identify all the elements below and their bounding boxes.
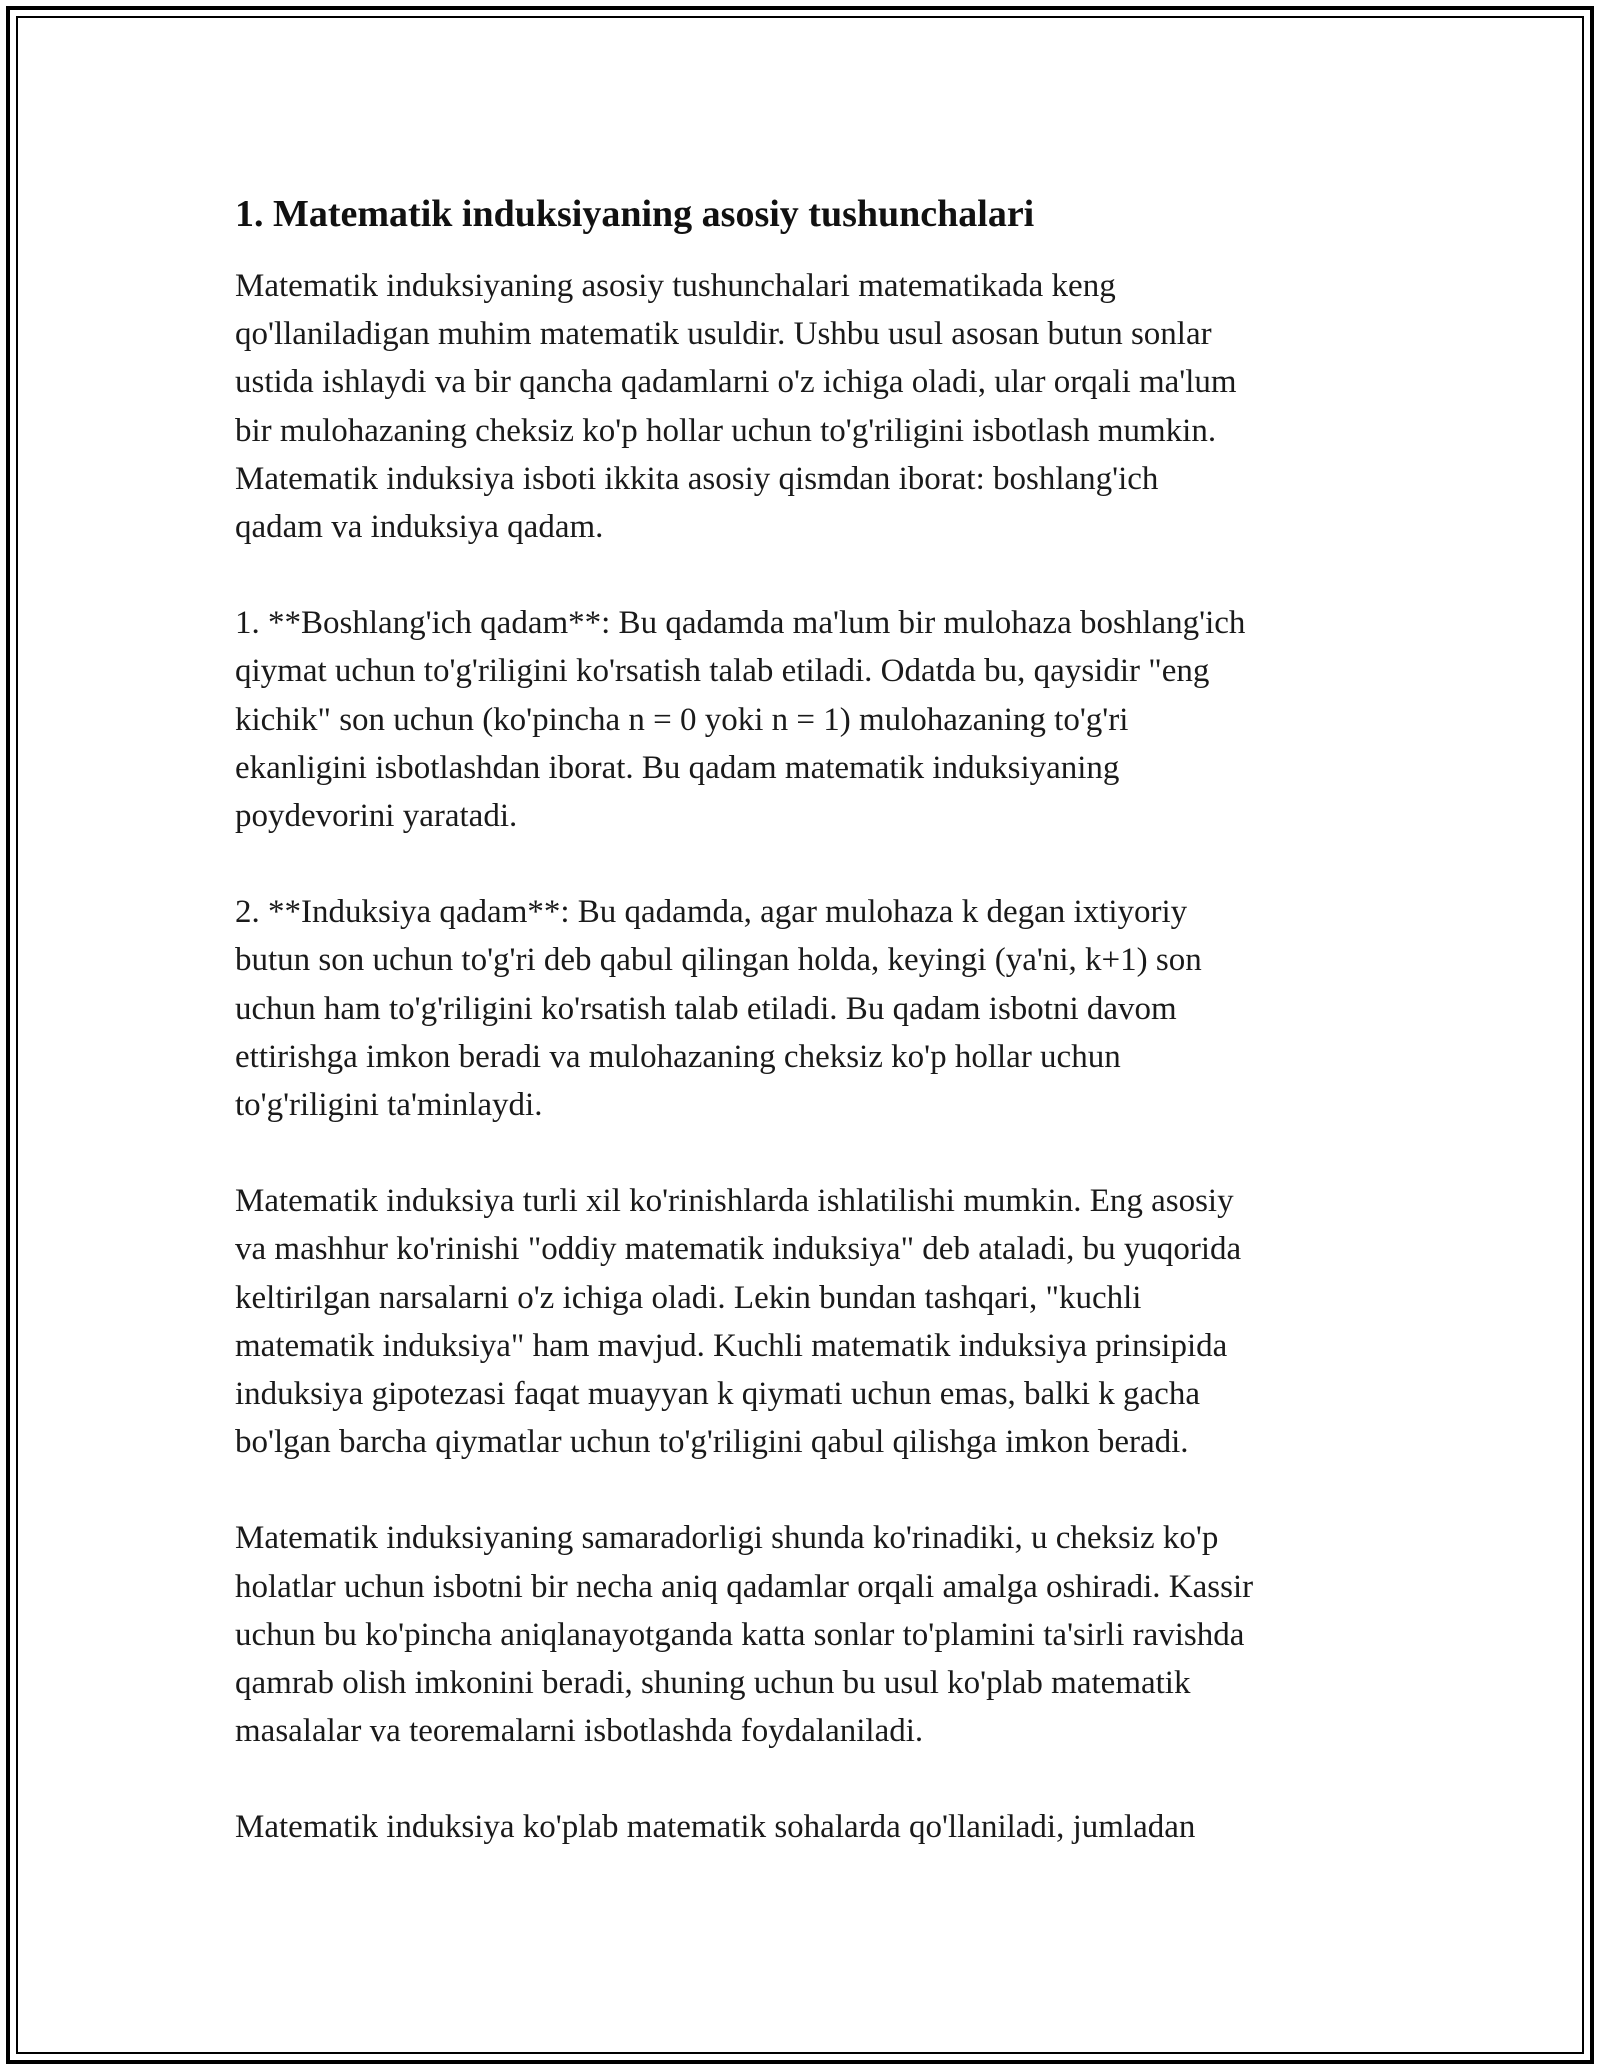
text-line: bir mulohazaning cheksiz ko'p hollar uchun to'g'riligini isbotlash mumkin.	[235, 412, 1217, 449]
text-line: matematik induksiya" ham mavjud. Kuchli matematik induksiya prinsipida	[235, 1327, 1228, 1364]
text-line: qo'llaniladigan muhim matematik usuldir. Ushbu usul asosan butun sonlar	[235, 316, 1212, 353]
text-line: qamrab olish imkonini beradi, shuning uchun bu usul ko'plab matematik	[235, 1665, 1191, 1702]
text-line: qiymat uchun to'g'riligini ko'rsatish talab etiladi. Odatda bu, qaysidir "eng	[235, 653, 1210, 690]
text-line: qadam va induksiya qadam.	[235, 509, 604, 546]
text-line: Matematik induksiya isboti ikkita asosiy qismdan iborat: boshlang'ich	[235, 460, 1159, 497]
paragraph-list	[235, 262, 1385, 1852]
text-line: Matematik induksiya turli xil ko'rinishlarda ishlatilishi mumkin. Eng asosiy	[235, 1183, 1234, 1220]
paragraph	[235, 1177, 1385, 1466]
text-line: Matematik induksiyaning asosiy tushunchalari matematikada keng	[235, 268, 1116, 304]
text-line: keltirilgan narsalarni o'z ichiga oladi. Lekin bundan tashqari, "kuchli	[235, 1279, 1142, 1316]
text-line: butun son uchun to'g'ri deb qabul qilingan holda, keyingi (ya'ni, k+1) son	[235, 942, 1202, 979]
paragraph	[235, 599, 1385, 840]
text-line: Matematik induksiya ko'plab matematik sohalarda qo'llaniladi, jumladan	[235, 1809, 1196, 1846]
text-line: induksiya gipotezasi faqat muayyan k qiymati uchun emas, balki k gacha	[235, 1376, 1200, 1413]
text-line: to'g'riligini ta'minlaydi.	[235, 1087, 543, 1124]
text-line: uchun bu ko'pincha aniqlanayotganda katta sonlar to'plamini ta'sirli ravishda	[235, 1616, 1245, 1653]
text-line: ustida ishlaydi va bir qancha qadamlarni o'z ichiga oladi, ular orqali ma'lum	[235, 364, 1237, 401]
text-line: va mashhur ko'rinishi "oddiy matematik induksiya" deb ataladi, bu yuqorida	[235, 1231, 1242, 1268]
paragraph	[235, 888, 1385, 1129]
text-line: bo'lgan barcha qiymatlar uchun to'g'riligini qabul qilishga imkon beradi.	[235, 1424, 1189, 1461]
section-heading: 1. Matematik induksiyaning asosiy tushunchalari	[235, 193, 1035, 235]
text-line: kichik" son uchun (ko'pincha n = 0 yoki n = 1) mulohazaning to'g'ri	[235, 701, 1129, 738]
text-line: masalalar va teoremalarni isbotlashda foydalaniladi.	[235, 1713, 924, 1750]
text-line: holatlar uchun isbotni bir necha aniq qadamlar orqali amalga oshiradi. Kassir	[235, 1568, 1254, 1605]
paragraph	[235, 1514, 1385, 1755]
text-line: 1. **Boshlang'ich qadam**: Bu qadamda ma'lum bir mulohaza boshlang'ich	[235, 605, 1246, 642]
text-line: ettirishga imkon beradi va mulohazaning cheksiz ko'p hollar uchun	[235, 1038, 1121, 1075]
text-line: ekanligini isbotlashdan iborat. Bu qadam matematik induksiyaning	[235, 749, 1120, 786]
text-line: Matematik induksiyaning samaradorligi shunda ko'rinadiki, u cheksiz ko'p	[235, 1520, 1219, 1557]
text-line: poydevorini yaratadi.	[235, 798, 518, 835]
paragraph	[235, 1803, 1385, 1851]
text-line: uchun ham to'g'riligini ko'rsatish talab etiladi. Bu qadam isbotni davom	[235, 990, 1177, 1027]
text-line: 2. **Induksiya qadam**: Bu qadamda, agar mulohaza k degan ixtiyoriy	[235, 894, 1188, 931]
paragraph	[235, 262, 1385, 551]
document-body	[235, 188, 1385, 1900]
